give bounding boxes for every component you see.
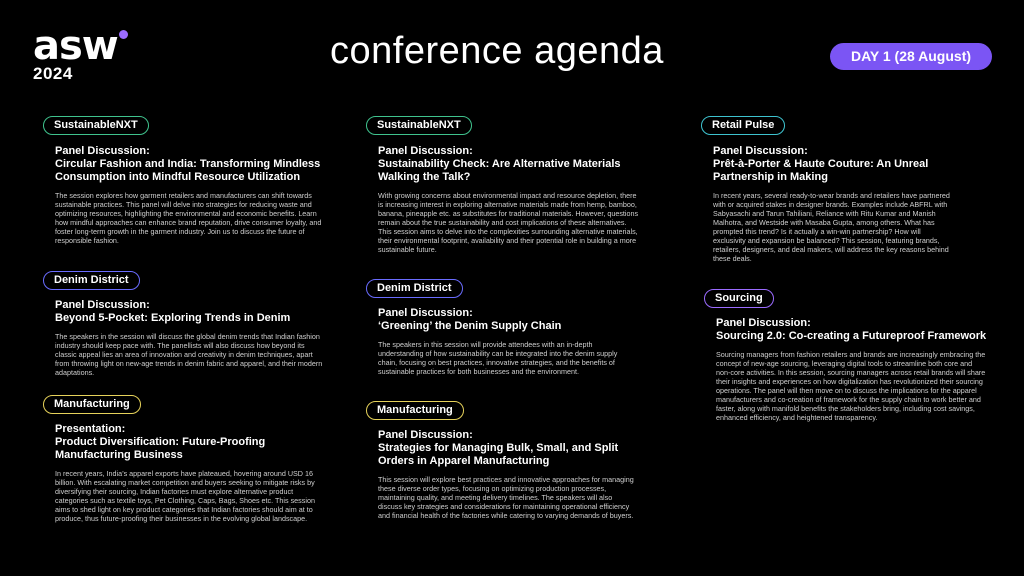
session-title: Sourcing 2.0: Co-creating a Futureproof Framework [716,330,987,342]
session-description: In recent years, India’s apparel exports have plateaued, hovering around USD 16 billion. With escalating market competition and buyers seeking to mitigate risks by diversifying their sourcing, Indian factories must explore alternative product categories such as textile toys, Pet Clothing, Caps, Bags, Shoes etc. This session aims to shed light on key product categories that Indian factories should aim at to produce, thus future-proofing their businesses in the evolving global landscape. [55,469,315,523]
session-card [43,115,328,245]
session-description: Sourcing managers from fashion retailers and brands are increasingly embracing the concept of new-age sourcing, leveraging digital tools to streamline both core and non-core activities. In this session, sourcing managers across retail brands will share their insights and experiences on how digitalization has revolutionized their sourcing operations. The panel will then move on to discuss the implications for the apparel manufacturers and co-creation of framework for the supply chain to work better and faster, along with manifold benefits the stakeholders bring, including cost savings, enhanced efficiency, and heightened transparency. [716,350,986,422]
track-tag[interactable]: Retail Pulse [701,116,785,135]
session-title: Product Diversification: Future-Proofing Manufacturing Business [55,436,266,461]
session-card [43,270,328,377]
logo [33,23,118,84]
session-kind: Panel Discussion: [378,307,473,319]
track-tag[interactable]: SustainableNXT [366,116,472,135]
session-description: With growing concerns about environmental impact and resource depletion, there is increasing interest in exploring alternative materials made from hemp, bamboo, banana, pineapple etc. as substitutes for traditional materials. However, questions remain about the true sustainability and cost implications of these alternatives. This session aims to delve into the complexities surrounding alternative materials, their environmental footprint, availability and their potential role in building a more sustainable future. [378,191,639,254]
session-card [366,278,641,376]
session-title: ‘Greening’ the Denim Supply Chain [378,320,562,332]
session-title: Circular Fashion and India: Transforming Mindless Consumption into Mindful Resource Utilization [55,158,321,183]
session-card [701,115,971,263]
session-card [704,288,994,422]
session-kind: Presentation: [55,423,126,435]
track-tag[interactable]: Sourcing [704,289,774,308]
session-description: This session will explore best practices and innovative approaches for managing these diverse order types, focusing on optimizing production processes, maintaining quality, and meeting delivery timelines. The speakers will also discuss key strategies and considerations for maintaining operational efficiency and financial health of the factories while catering to varying demands of buyers. [378,475,634,520]
track-tag[interactable]: Manufacturing [43,395,141,414]
session-description: The speakers in this session will provide attendees with an in-depth understanding of how sustainability can be integrated into the denim supply chain, focusing on best practices, innovative strategies, and the benefits of sustainable practices for both businesses and the environment. [378,340,618,376]
session-description: The session explores how garment retailers and manufacturers can shift towards sustainable practices. This panel will delve into strategies for reducing waste and optimizing resources, highlighting the environmental and economic benefits. Learn how mindful approaches can enhance brand reputation, drive consumer loyalty, and foster long-term growth in the garment industry. Join us to discuss the future of responsible fashion. [55,191,322,245]
session-title: Beyond 5-Pocket: Exploring Trends in Denim [55,312,291,324]
session-kind: Panel Discussion: [716,317,811,329]
track-tag[interactable]: Denim District [366,279,463,298]
day-badge[interactable]: DAY 1 (28 August) [830,43,992,70]
session-kind: Panel Discussion: [378,145,473,157]
logo-text: asw [33,23,118,69]
logo-year: 2024 [33,64,73,83]
session-kind: Panel Discussion: [713,145,808,157]
session-kind: Panel Discussion: [55,145,150,157]
logo-dot-icon [119,30,128,39]
session-card [366,115,641,254]
session-description: In recent years, several ready-to-wear brands and retailers have partnered with or acquired stakes in designer brands. Examples include ABFRL with Sabyasachi and Tarun Tahiliani, Reliance with Ritu Kumar and Manish Malhotra, and Westside with Masaba Gupta, among others. What has prompted this trend? Is it actually a win-win partnership? How will exclusivity and expansion be balanced? This session, featuring brands, retailers, designers, and deal makers, will address the key reasons behind these deals. [713,191,950,263]
track-tag[interactable]: Denim District [43,271,140,290]
session-card [43,394,328,523]
track-tag[interactable]: SustainableNXT [43,116,149,135]
session-description: The speakers in the session will discuss the global denim trends that Indian fashion industry should keep pace with. The panellists will also discuss how beyond its classic appeal lies an area of innovation and creativity in denim techniques, apart from throwing light on new-age trends in denim fabric and apparel, and their modern adaptations. [55,332,323,377]
session-card [366,400,636,520]
session-title: Sustainability Check: Are Alternative Materials Walking the Talk? [378,158,621,183]
session-kind: Panel Discussion: [55,299,150,311]
session-title: Prêt-à-Porter & Haute Couture: An Unreal Partnership in Making [713,158,929,183]
track-tag[interactable]: Manufacturing [366,401,464,420]
session-title: Strategies for Managing Bulk, Small, and Split Orders in Apparel Manufacturing [378,442,619,467]
page-title: conference agenda [330,30,664,72]
session-kind: Panel Discussion: [378,429,473,441]
